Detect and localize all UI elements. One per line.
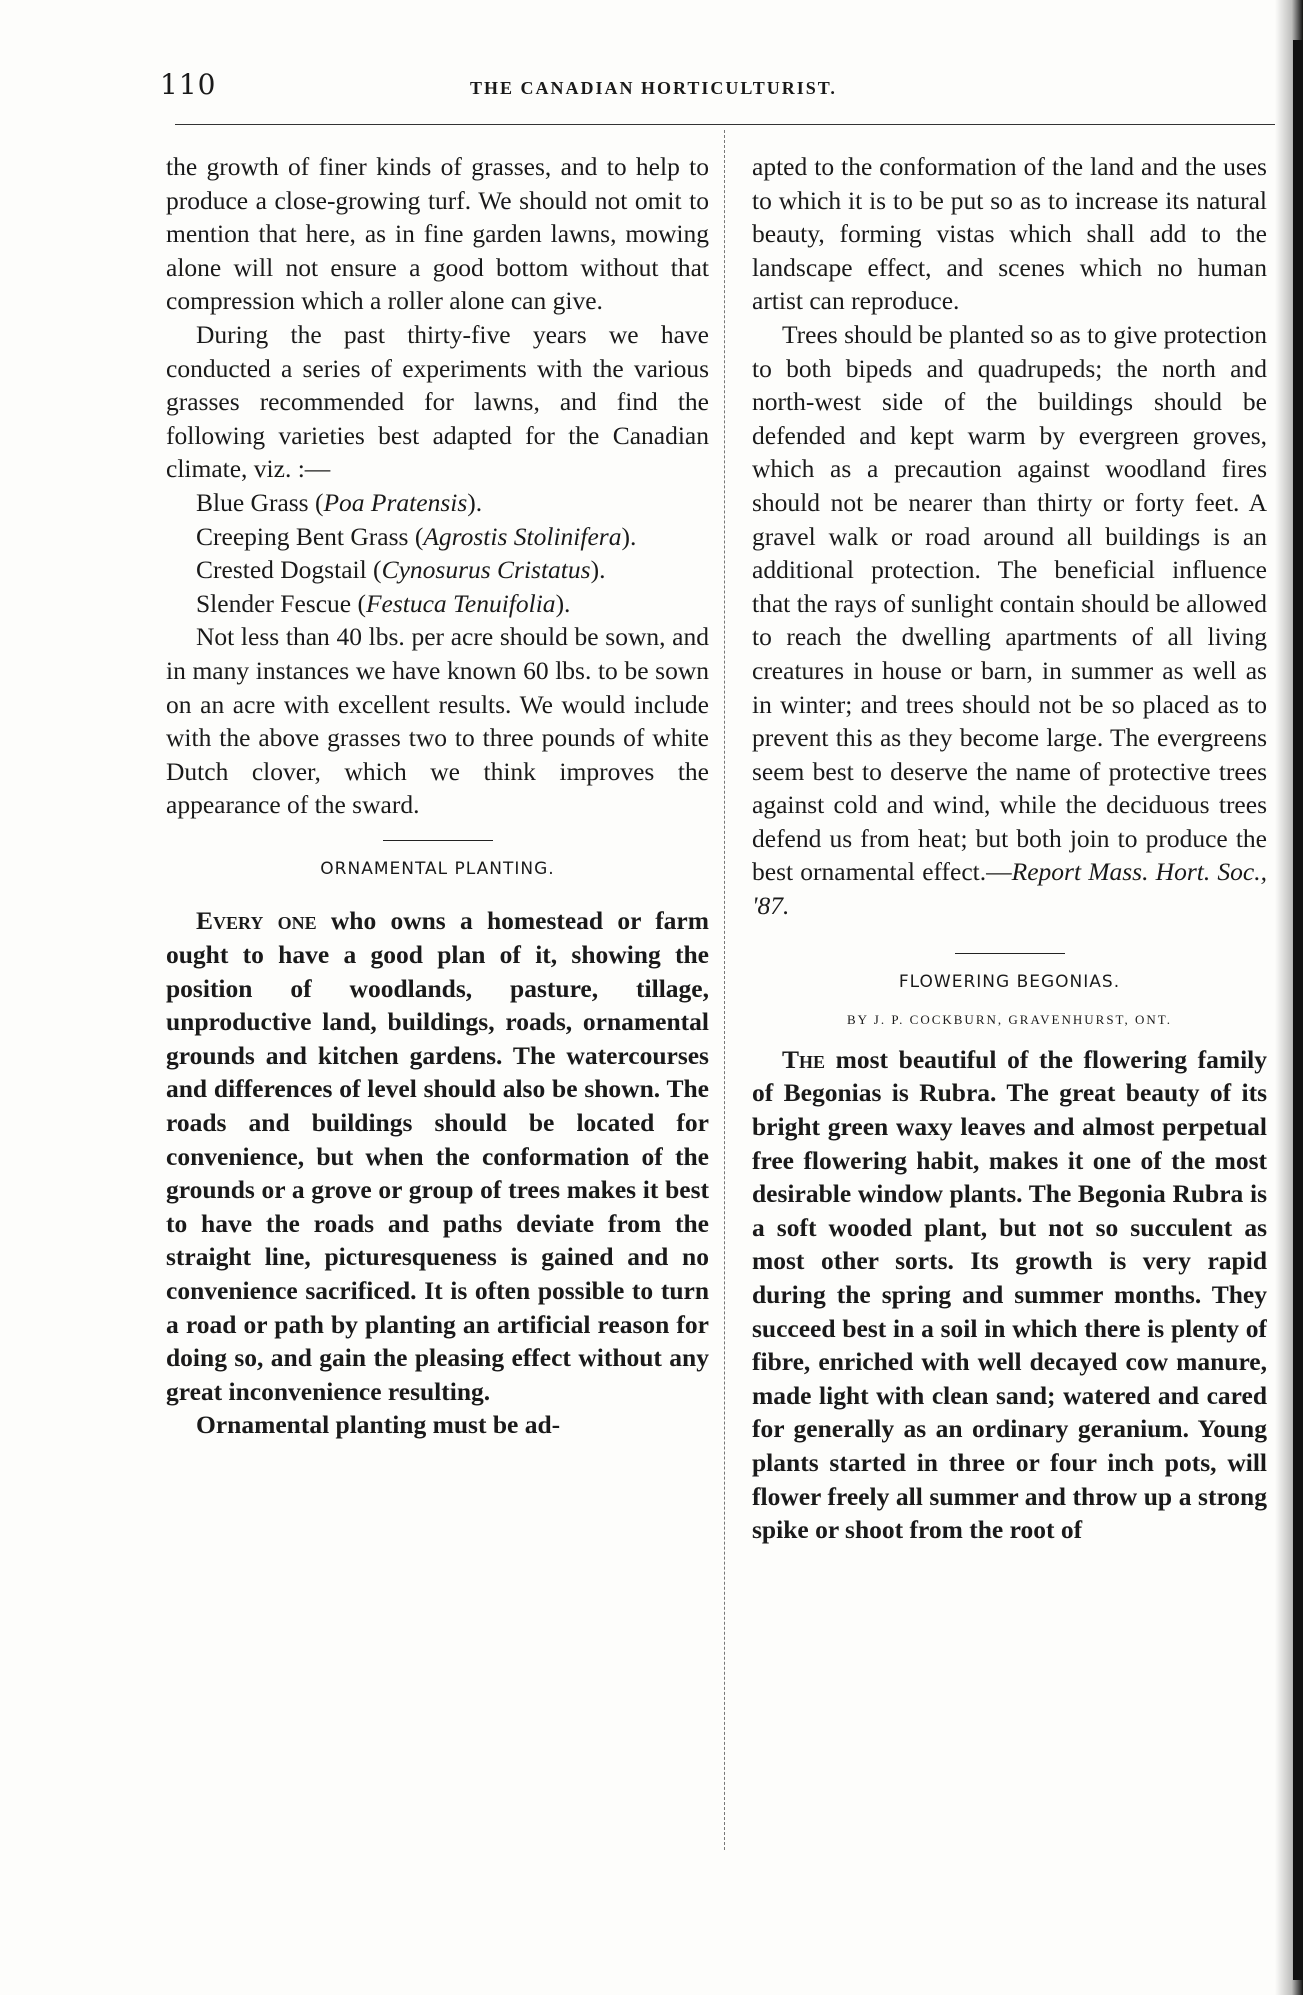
page-number: 110 [160, 68, 217, 101]
seeding-paragraph: Not less than 40 lbs. per acre should be sown, and in many instances we have known 60 lbs. to be sown on an acre with excellent results. We would include with the above grasses two to three pounds of white Dutch clover, which we think improves the appearance of the sward. [166, 622, 709, 820]
section-heading-flowering-begonias: FLOWERING BEGONIAS. [898, 971, 1121, 992]
section-rule [955, 953, 1065, 954]
page-edge-bar [1293, 40, 1303, 1980]
lawn-paragraph-continued: the growth of finer kinds of grasses, and to help to produce a close-growing turf. We should not omit to mention that here, as in fine garden lawns, mowing alone will not ensure a good bottom without that compression which a roller alone can give. [166, 152, 709, 316]
right-column [752, 150, 1267, 1850]
tree-planting-paragraph: Trees should be planted so as to give protection to both bipeds and quadrupeds; the north and north-west side of the buildings should be defended and kept warm by evergreen groves, which as a precaution against woodland fires should not be nearer than thirty or forty feet. A gravel walk or road around all buildings is an additional protection. The beneficial influence that the rays of sunlight contain should be allowed to reach the dwelling apartments of all living creatures in house or barn, in summer as well as in winter; and trees should not be so placed as to prevent this as they become large. The evergreens seem best to deserve the name of protective trees against cold and wind, while the deciduous trees defend us from heat; but both join to produce the best ornamental effect.—Report Mass. Hort. Soc., '87. [752, 319, 1267, 921]
section-heading-ornamental-planting: ORNAMENTAL PLANTING. [320, 858, 555, 879]
grass-list-item: Creeping Bent Grass (Agrostis Stolinifera). [196, 521, 637, 551]
grass-list-item: Crested Dogstail (Cynosurus Cristatus). [196, 555, 606, 585]
section-rule [383, 840, 493, 841]
running-head: THE CANADIAN HORTICULTURIST. [470, 78, 837, 98]
ornamental-paragraph-continued: apted to the conformation of the land and the uses to which it is to be put so as to increase its natural beauty, forming vistas which shall add to the landscape effect, and scenes which no human artist can reproduce. [752, 152, 1267, 316]
header-rule [175, 124, 1275, 125]
grass-list-item: Slender Fescue (Festuca Tenuifolia). [196, 588, 571, 618]
byline: BY J. P. COCKBURN, GRAVENHURST, ONT. [846, 1012, 1173, 1028]
citation: Report Mass. Hort. Soc., '87. [752, 857, 1267, 921]
column-divider [724, 130, 725, 1850]
ornamental-paragraph-2: Ornamental planting must be ad- [196, 1410, 561, 1440]
begonia-paragraph: The most beautiful of the flowering family of Begonias is Rubra. The great beauty of its bright green waxy leaves and almost perpetual free flowering habit, makes it one of the most desirable window plants. The Begonia Rubra is a soft wooded plant, but not so succulent as most other sorts. Its growth is very rapid during the spring and summer months. They succeed best in a soil in which there is plenty of fibre, enriched with well decayed cow manure, made light with clean sand; watered and cared for generally as an ordinary geranium. Young plants started in three or four inch pots, will flower freely all summer and throw up a strong spike or shoot from the root of [752, 1044, 1267, 1545]
ornamental-paragraph: Every one who owns a homestead or farm ought to have a good plan of it, showing the position of woodlands, pasture, tillage, unproductive land, buildings, roads, ornamental grounds and kitchen gardens. The watercourses and differences of level should also be shown. The roads and buildings should be located for convenience, but when the conformation of the grounds or a grove or group of trees makes it best to have the roads and paths deviate from the straight line, picturesqueness is gained and no convenience sacrificed. It is often possible to turn a road or path by planting an artificial reason for doing so, and gain the pleasing effect without any great inconvenience resulting. [166, 906, 709, 1406]
grass-list-item: Blue Grass (Poa Pratensis). [196, 487, 483, 517]
left-column [166, 150, 709, 1850]
experiments-paragraph: During the past thirty-five years we have conducted a series of experiments with the various grasses recommended for lawns, and find the following varieties best adapted for the Canadian climate, viz. :— [166, 319, 709, 484]
